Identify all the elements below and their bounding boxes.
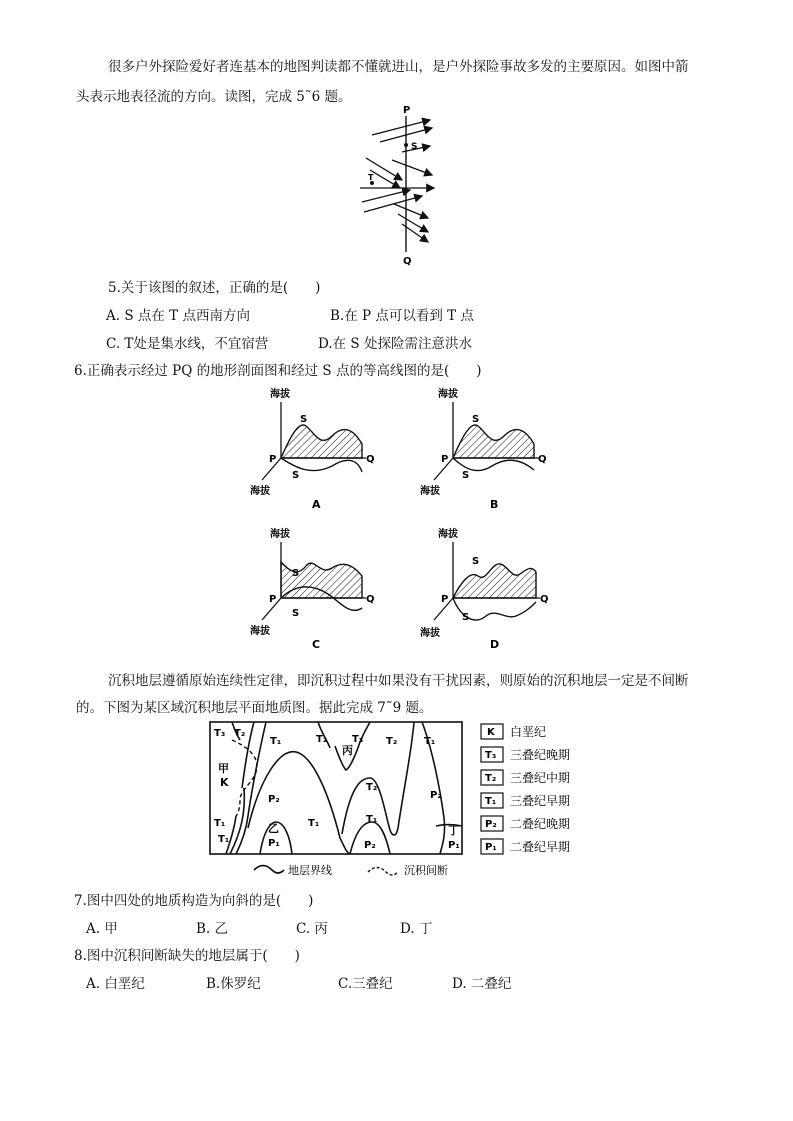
svg-text:S: S	[300, 414, 308, 425]
profile-a	[250, 387, 375, 511]
svg-text:沉积间断: 沉积间断	[404, 864, 448, 877]
q7-option-c: C. 丙	[296, 921, 328, 937]
svg-text:T₂: T₂	[316, 734, 328, 745]
svg-text:P₂: P₂	[268, 794, 280, 805]
svg-text:D: D	[490, 638, 500, 651]
profile-c	[250, 527, 375, 651]
label-s: S	[411, 142, 418, 152]
svg-text:海拔: 海拔	[438, 389, 458, 400]
svg-text:Q: Q	[540, 594, 549, 605]
svg-text:S: S	[472, 414, 480, 425]
svg-text:二叠纪早期: 二叠纪早期	[510, 840, 571, 854]
svg-text:海拔: 海拔	[420, 486, 440, 497]
svg-text:P₁: P₁	[485, 842, 497, 853]
svg-text:海拔: 海拔	[250, 486, 270, 497]
profile-b	[420, 387, 547, 511]
svg-text:P: P	[441, 594, 449, 605]
svg-text:T₁: T₁	[424, 736, 436, 747]
svg-text:S: S	[462, 612, 470, 623]
label-p: P	[403, 105, 411, 116]
svg-text:乙: 乙	[268, 822, 279, 835]
profile-figures	[240, 380, 560, 660]
line-legend	[254, 863, 448, 877]
svg-text:丁: 丁	[448, 824, 459, 837]
svg-text:A: A	[312, 498, 321, 511]
svg-text:T₃: T₃	[214, 728, 226, 739]
svg-text:P: P	[269, 454, 277, 465]
svg-text:T₁: T₁	[485, 796, 497, 807]
svg-text:T₂: T₂	[386, 736, 398, 747]
intro2-line-2: 的。下图为某区域沉积地层平面地质图。据此完成 7˜9 题。	[76, 700, 433, 716]
svg-text:T₁: T₁	[366, 814, 378, 825]
svg-text:海拔: 海拔	[250, 626, 270, 637]
svg-text:S: S	[292, 568, 300, 579]
intro-line-2: 头表示地表径流的方向。读图，完成 5˜6 题。	[76, 89, 352, 105]
svg-text:B: B	[490, 498, 499, 511]
q5-option-c: C. T处是集水线，不宜宿营	[106, 336, 269, 352]
q7-option-d: D. 丁	[400, 921, 433, 937]
svg-text:甲: 甲	[218, 762, 229, 775]
q8-option-b: B.侏罗纪	[206, 976, 261, 992]
svg-text:S: S	[472, 556, 480, 567]
label-t: T	[368, 173, 374, 182]
intro-line-1: 很多户外探险爱好者连基本的地图判读都不懂就进山，是户外探险事故多发的主要原因。如图中箭	[108, 59, 689, 75]
q8-stem: 8.图中沉积间断缺失的地层属于( )	[74, 948, 300, 964]
q6-stem: 6.正确表示经过 PQ 的地形剖面图和经过 S 点的等高线图的是( )	[74, 363, 482, 379]
svg-text:P₂: P₂	[364, 840, 376, 851]
svg-text:C: C	[312, 638, 321, 651]
svg-text:P: P	[269, 594, 277, 605]
svg-text:T₂: T₂	[485, 773, 497, 784]
geologic-map	[200, 718, 600, 883]
svg-text:三叠纪中期: 三叠纪中期	[510, 771, 571, 785]
q7-option-b: B. 乙	[196, 921, 229, 937]
svg-text:Q: Q	[366, 594, 375, 605]
map-labels	[214, 728, 460, 851]
svg-text:P: P	[441, 454, 449, 465]
svg-text:S: S	[462, 470, 470, 481]
q8-option-a: A. 白垩纪	[86, 976, 145, 992]
q5-option-d: D.在 S 处探险需注意洪水	[318, 336, 472, 352]
svg-text:T₁: T₁	[218, 834, 230, 845]
point-s	[404, 143, 408, 147]
svg-text:K: K	[487, 727, 495, 738]
q8-option-d: D. 二叠纪	[452, 976, 512, 992]
svg-text:P₂: P₂	[430, 790, 442, 801]
svg-text:T₂: T₂	[366, 782, 378, 793]
q5-option-a: A. S 点在 T 点西南方向	[106, 308, 250, 324]
svg-text:丙: 丙	[342, 744, 353, 757]
svg-text:三叠纪早期: 三叠纪早期	[510, 794, 571, 808]
intro2-line-1: 沉积地层遵循原始连续性定律，即沉积过程中如果没有干扰因素，则原始的沉积地层一定是不间断	[108, 673, 689, 689]
svg-text:T₂: T₂	[234, 728, 246, 739]
q7-option-a: A. 甲	[86, 921, 118, 937]
svg-text:海拔: 海拔	[438, 529, 458, 540]
svg-text:海拔: 海拔	[270, 529, 290, 540]
svg-text:二叠纪晚期: 二叠纪晚期	[510, 817, 571, 831]
svg-text:白垩纪: 白垩纪	[510, 725, 547, 739]
svg-text:S: S	[292, 608, 300, 619]
svg-text:T₃: T₃	[485, 750, 497, 761]
svg-text:三叠纪晚期: 三叠纪晚期	[510, 748, 571, 762]
profile-d	[420, 527, 549, 651]
svg-text:海拔: 海拔	[270, 389, 290, 400]
svg-text:Q: Q	[366, 454, 375, 465]
svg-text:海拔: 海拔	[420, 628, 440, 639]
svg-text:P₂: P₂	[485, 819, 497, 830]
q5-option-b: B.在 P 点可以看到 T 点	[330, 308, 474, 324]
svg-text:P₁: P₁	[448, 840, 460, 851]
svg-text:Q: Q	[538, 454, 547, 465]
q5-stem: 5.关于该图的叙述，正确的是( )	[108, 280, 321, 296]
runoff-figure	[350, 100, 450, 270]
svg-text:T₁: T₁	[270, 736, 282, 747]
svg-text:K: K	[220, 776, 229, 789]
svg-text:T₁: T₁	[214, 818, 226, 829]
svg-text:地层界线: 地层界线	[288, 864, 332, 877]
svg-text:T₁: T₁	[308, 818, 320, 829]
q7-stem: 7.图中四处的地质构造为向斜的是( )	[74, 893, 314, 909]
strata-legend	[481, 724, 570, 854]
svg-text:T₃: T₃	[352, 734, 364, 745]
q8-option-c: C.三叠纪	[338, 976, 393, 992]
label-q: Q	[403, 256, 412, 267]
svg-text:S: S	[292, 470, 300, 481]
svg-text:P₁: P₁	[268, 838, 280, 849]
